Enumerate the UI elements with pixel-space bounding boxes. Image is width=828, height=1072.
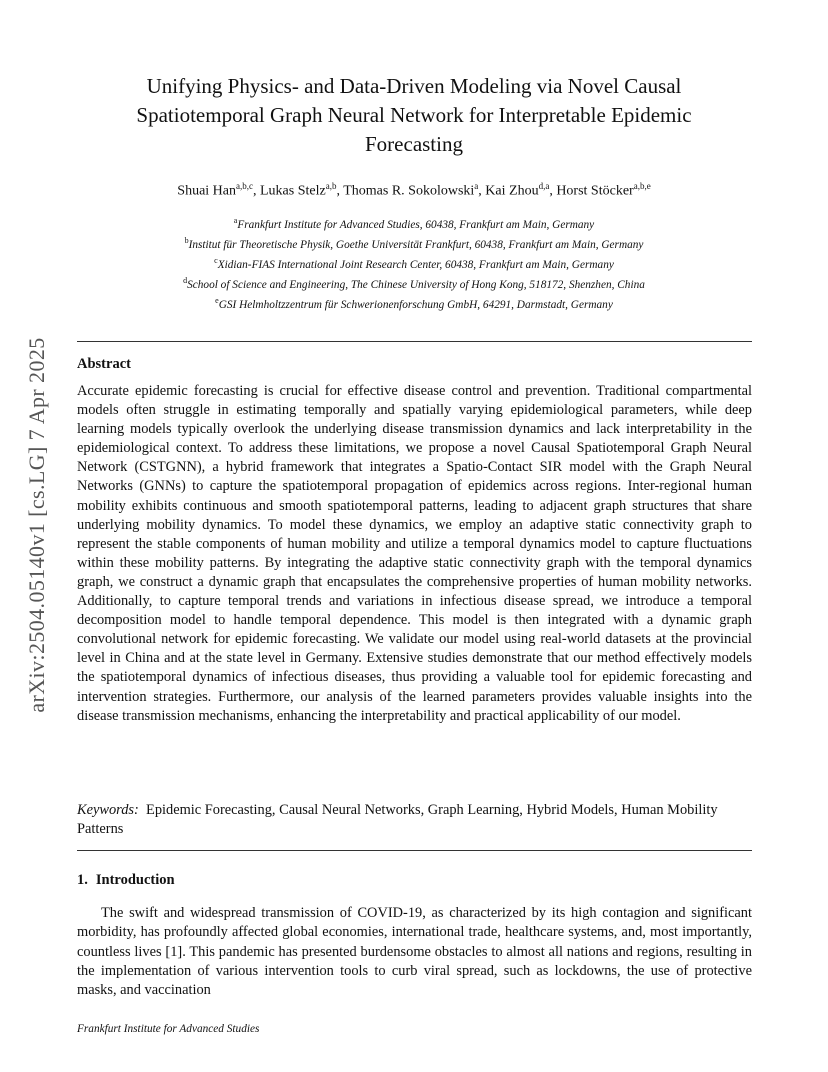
section-heading-introduction xyxy=(77,872,175,889)
affiliation-text: Institut für Theoretische Physik, Goethe Universität Frankfurt, 60438, Frankfurt am Main, Germany xyxy=(188,238,644,251)
affiliation xyxy=(78,273,750,293)
affiliation-list xyxy=(78,213,750,313)
author-affiliation-mark: a,b,e xyxy=(633,181,651,191)
section-title: Introduction xyxy=(95,872,175,888)
author-name: Shuai Han xyxy=(177,183,236,199)
affiliation xyxy=(78,233,750,253)
affiliation-mark: e xyxy=(215,296,219,306)
section-number: 1. xyxy=(77,872,88,888)
author-name: Lukas Stelz xyxy=(260,183,326,199)
affiliation-mark: b xyxy=(184,236,189,246)
affiliation xyxy=(78,213,750,233)
author-name: Thomas R. Sokolowski xyxy=(343,183,475,199)
author-affiliation-mark: d,a xyxy=(538,181,550,191)
keywords-label: Keywords: xyxy=(77,802,139,818)
affiliation-mark: c xyxy=(214,256,218,266)
affiliation-text: School of Science and Engineering, The Chinese University of Hong Kong, 518172, Shenzhen, China xyxy=(187,278,645,291)
affiliation-text: GSI Helmholtzzentrum für Schwerionenforschung GmbH, 64291, Darmstadt, Germany xyxy=(218,299,613,312)
author-list: Shuai Han$^{a,b,c}$, Lukas Stelz$^{a,b}$, Thomas R. Sokolowski$^a$, Kai Zhou$^{d,a}$, Horst Stöcker$^{a,b,e}$ xyxy=(177,181,651,199)
author-affiliation-mark: a,b,c xyxy=(236,181,253,191)
page-footer: Frankfurt Institute for Advanced Studies xyxy=(77,1023,260,1035)
abstract-bottom-divider xyxy=(77,850,752,851)
keywords xyxy=(77,801,752,840)
affiliation-text: Xidian-FIAS International Joint Research Center, 60438, Frankfurt am Main, Germany xyxy=(217,258,614,271)
arxiv-id: arXiv:2504.05140v1 [cs.LG] 7 Apr 2025 xyxy=(24,337,49,713)
affiliation xyxy=(78,293,750,313)
abstract-top-divider xyxy=(77,341,752,342)
author-name: Kai Zhou xyxy=(485,183,539,199)
paper-title: Unifying Physics- and Data-Driven Modeling via Novel Causal Spatiotemporal Graph Neural Network for Interpretable Epidemic Forecasting xyxy=(136,74,692,156)
affiliation xyxy=(78,253,750,273)
abstract-heading: Abstract xyxy=(77,356,131,372)
keywords-text: Epidemic Forecasting, Causal Neural Networks, Graph Learning, Hybrid Models, Human Mobility Patterns xyxy=(77,802,718,838)
affiliation-text: Frankfurt Institute for Advanced Studies, 60438, Frankfurt am Main, Germany xyxy=(237,218,595,231)
affiliation-mark: d xyxy=(183,276,188,286)
arxiv-sidebar-stamp xyxy=(22,290,52,760)
introduction-paragraph: The swift and widespread transmission of COVID-19, as characterized by its high contagion and significant morbidity, has profoundly affected global economies, international trade, healthcare systems, and, most importantly, countless lives [1]. This pandemic has presented burdensome obstacles to almost all nations and regions, resulting in the implementation of various intervention tools to curb viral spread, such as lockdowns, the use of protective masks, and vaccination xyxy=(77,905,752,999)
affiliation-mark: a xyxy=(233,216,238,225)
author-name: Horst Stöcker xyxy=(556,183,634,199)
abstract-text: Accurate epidemic forecasting is crucial for effective disease control and prevention. Traditional compartmental models often struggle in estimating temporally and spatially varying epidemiological parameters, while deep learning models typically overlook the underlying disease transmission dynamics and lack interpretability in the epidemiological context. To address these limitations, we propose a novel Causal Spatiotemporal Graph Neural Network (CSTGNN), a hybrid framework that integrates a Spatio-Contact SIR model with the Graph Neural Networks (GNNs) to capture the spatiotemporal propagation of epidemics across regions. Inter-regional human mobility exhibits continuous and smooth spatiotemporal patterns, leading to adjacent graph structures that share underlying mobility dynamics. To model these dynamics, we employ an adaptive static connectivity graph to represent the stable components of human mobility and utilize a temporal dynamics model to capture fluctuations within these mobility patterns. By integrating the adaptive static connectivity graph with the temporal dynamics graph, we construct a dynamic graph that encapsulates the comprehensive properties of human mobility networks. Additionally, to capture temporal trends and variations in infectious disease spread, we introduce a temporal decomposition model to handle temporal dependence. This model is then integrated with a dynamic graph convolutional network for epidemic forecasting. We validate our model using real-world datasets at the provincial level in China and at the state level in Germany. Extensive studies demonstrate that our method effectively models the spatiotemporal dynamics of infectious diseases, thus providing a valuable tool for epidemic forecasting and intervention strategies. Furthermore, our analysis of the learned parameters provides valuable insights into the disease transmission mechanisms, enhancing the interpretability and practical applicability of our model. xyxy=(77,383,752,724)
author-affiliation-mark: a xyxy=(474,181,479,191)
author-affiliation-mark: a,b xyxy=(325,181,337,191)
